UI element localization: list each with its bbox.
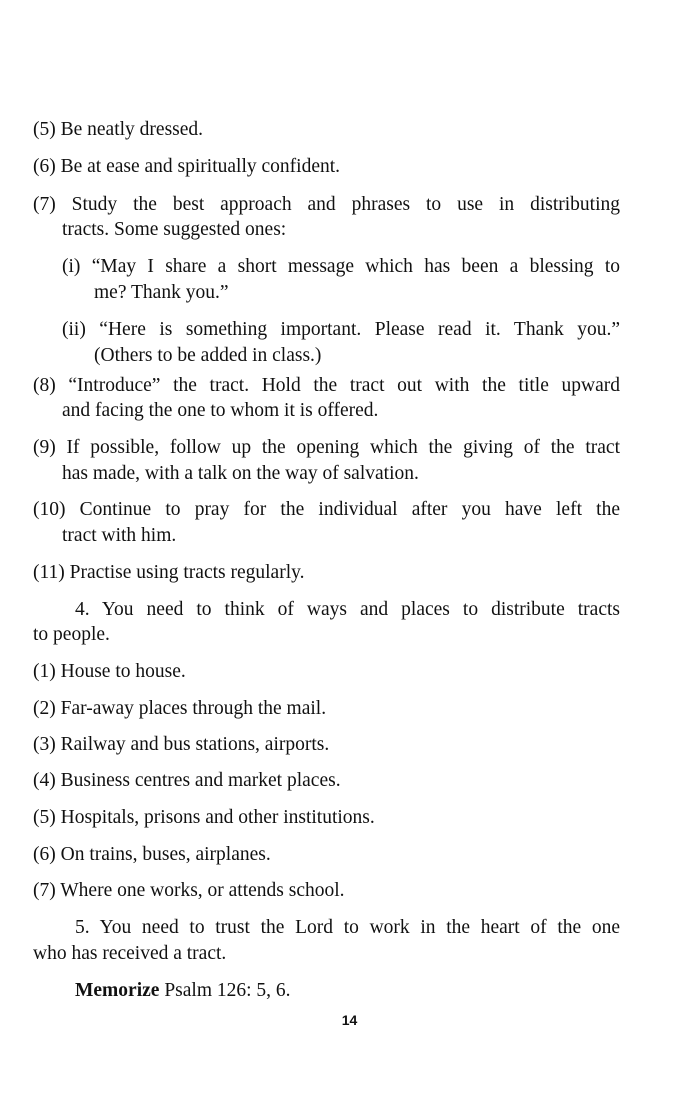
text-line: tract with him. — [62, 525, 177, 546]
page-number: 14 — [341, 1012, 358, 1028]
text-line: (8) “Introduce” the tract. Hold the tract out with the title upward — [33, 375, 620, 396]
text-line: to people. — [33, 624, 110, 645]
text-line: (5) Hospitals, prisons and other institutions. — [33, 807, 375, 828]
text-line: (4) Business centres and market places. — [33, 770, 341, 791]
memorize-label: Memorize — [75, 980, 160, 1001]
text-line: (Others to be added in class.) — [94, 345, 322, 366]
text-line: (i) “May I share a short message which has been a blessing to — [62, 256, 620, 277]
text-line: me? Thank you.” — [94, 282, 229, 303]
text-line: (11) Practise using tracts regularly. — [33, 562, 305, 583]
text-line: 4. You need to think of ways and places to distribute tracts — [75, 599, 620, 620]
text-line: who has received a tract. — [33, 943, 227, 964]
memorize-line — [75, 979, 291, 1003]
memorize-reference: Psalm 126: 5, 6. — [159, 980, 291, 1001]
text-line: (7) Study the best approach and phrases to use in distributing — [33, 194, 620, 215]
text-line: (10) Continue to pray for the individual after you have left the — [33, 499, 620, 520]
text-line: tracts. Some suggested ones: — [62, 219, 287, 240]
text-line: (7) Where one works, or attends school. — [33, 880, 345, 901]
text-line: and facing the one to whom it is offered. — [62, 400, 379, 421]
text-line: has made, with a talk on the way of salvation. — [62, 463, 419, 484]
text-line: (9) If possible, follow up the opening which the giving of the tract — [33, 437, 620, 458]
text-line: (3) Railway and bus stations, airports. — [33, 734, 330, 755]
text-line: 5. You need to trust the Lord to work in the heart of the one — [75, 917, 620, 938]
text-line: (5) Be neatly dressed. — [33, 119, 204, 140]
text-line: (1) House to house. — [33, 661, 186, 682]
text-line: (2) Far-away places through the mail. — [33, 698, 327, 719]
text-line: (6) On trains, buses, airplanes. — [33, 844, 271, 865]
text-line: (6) Be at ease and spiritually confident. — [33, 156, 341, 177]
text-line: (ii) “Here is something important. Please read it. Thank you.” — [62, 319, 620, 340]
